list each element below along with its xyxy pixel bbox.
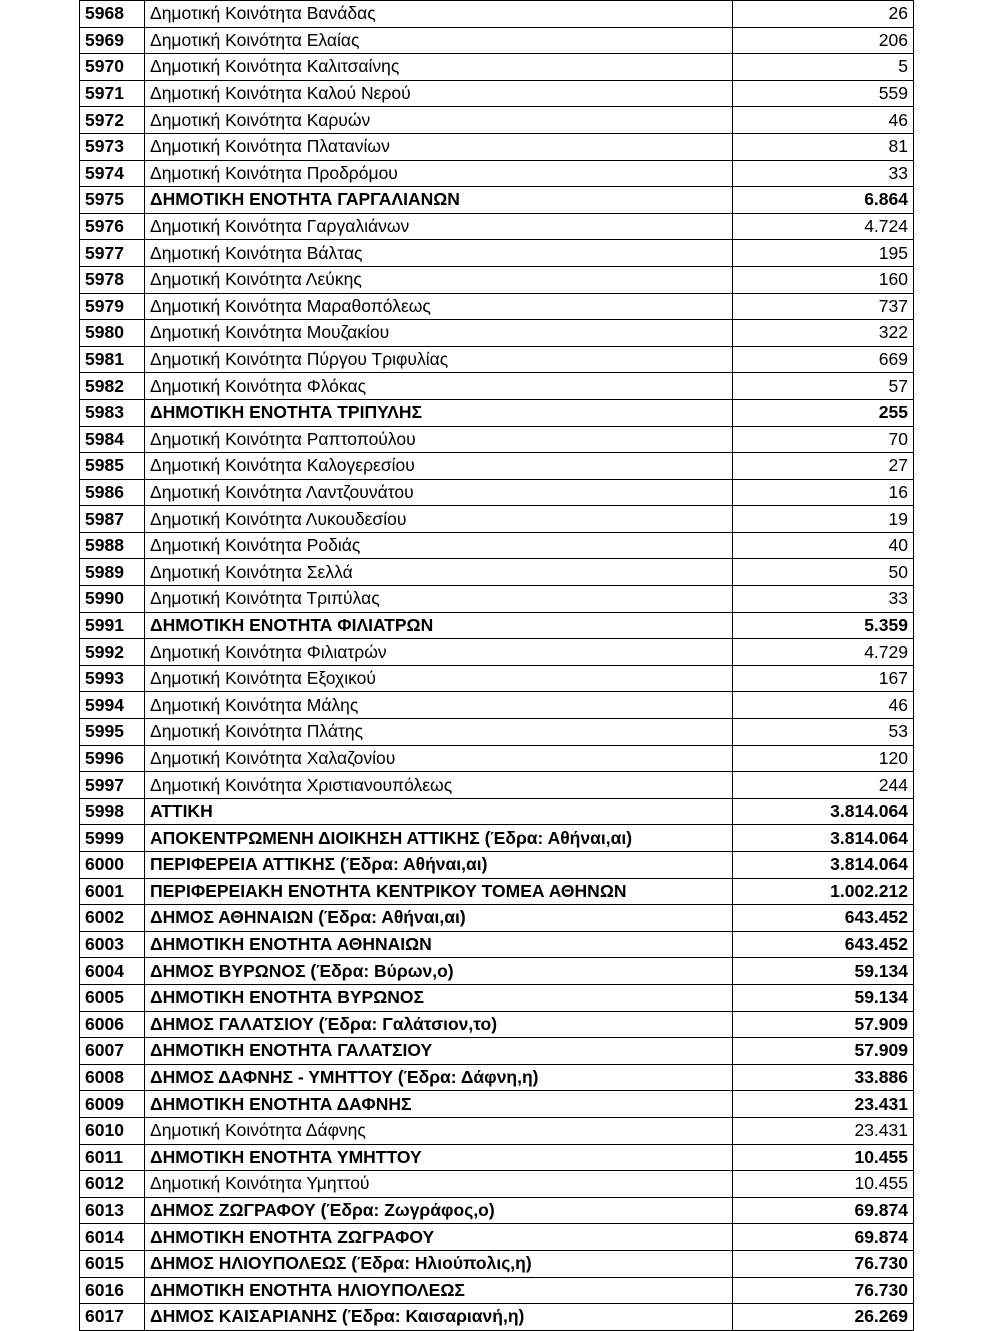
table-row	[80, 266, 914, 293]
row-name-cell: ΔΗΜΟΣ ΑΘΗΝΑΙΩΝ (Έδρα: Αθήναι,αι)	[145, 905, 733, 932]
table-row	[80, 532, 914, 559]
row-name-cell: Δημοτική Κοινότητα Τριπύλας	[145, 586, 733, 613]
row-code-cell: 5992	[80, 639, 145, 666]
table-row	[80, 80, 914, 107]
row-name-cell: ΔΗΜΟΤΙΚΗ ΕΝΟΤΗΤΑ ΗΛΙΟΥΠΟΛΕΩΣ	[145, 1277, 733, 1304]
table-row	[80, 984, 914, 1011]
row-population-cell: 57.909	[733, 1011, 914, 1038]
table-row	[80, 240, 914, 267]
row-code-cell: 5999	[80, 825, 145, 852]
row-code-cell: 6005	[80, 984, 145, 1011]
row-code-cell: 5974	[80, 160, 145, 187]
row-name-cell: ΠΕΡΙΦΕΡΕΙΑ ΑΤΤΙΚΗΣ (Έδρα: Αθήναι,αι)	[145, 852, 733, 879]
row-code-cell: 6014	[80, 1224, 145, 1251]
row-population-cell: 40	[733, 532, 914, 559]
row-name-cell: Δημοτική Κοινότητα Καλού Νερού	[145, 80, 733, 107]
row-population-cell: 160	[733, 266, 914, 293]
row-code-cell: 6011	[80, 1144, 145, 1171]
row-code-cell: 5971	[80, 80, 145, 107]
row-code-cell: 6000	[80, 852, 145, 879]
row-name-cell: ΑΤΤΙΚΗ	[145, 798, 733, 825]
row-code-cell: 5985	[80, 453, 145, 480]
row-population-cell: 81	[733, 133, 914, 160]
row-code-cell: 5987	[80, 506, 145, 533]
row-code-cell: 5991	[80, 612, 145, 639]
row-code-cell: 5981	[80, 346, 145, 373]
row-name-cell: Δημοτική Κοινότητα Ροδιάς	[145, 532, 733, 559]
row-name-cell: ΔΗΜΟΤΙΚΗ ΕΝΟΤΗΤΑ ΔΑΦΝΗΣ	[145, 1091, 733, 1118]
row-population-cell: 27	[733, 453, 914, 480]
row-code-cell: 5972	[80, 107, 145, 134]
row-population-cell: 737	[733, 293, 914, 320]
row-name-cell: Δημοτική Κοινότητα Σελλά	[145, 559, 733, 586]
row-name-cell: ΔΗΜΟΣ ΔΑΦΝΗΣ - ΥΜΗΤΤΟΥ (Έδρα: Δάφνη,η)	[145, 1064, 733, 1091]
row-population-cell: 5	[733, 54, 914, 81]
row-code-cell: 6009	[80, 1091, 145, 1118]
table-row	[80, 1, 914, 28]
row-code-cell: 6007	[80, 1038, 145, 1065]
table-row	[80, 160, 914, 187]
row-population-cell: 46	[733, 692, 914, 719]
row-name-cell: ΠΕΡΙΦΕΡΕΙΑΚΗ ΕΝΟΤΗΤΑ ΚΕΝΤΡΙΚΟΥ ΤΟΜΕΑ ΑΘΗΝΩΝ	[145, 878, 733, 905]
row-population-cell: 57.909	[733, 1038, 914, 1065]
row-code-cell: 6012	[80, 1171, 145, 1198]
row-name-cell: Δημοτική Κοινότητα Φλόκας	[145, 373, 733, 400]
row-name-cell: ΑΠΟΚΕΝΤΡΩΜΕΝΗ ΔΙΟΙΚΗΣΗ ΑΤΤΙΚΗΣ (Έδρα: Αθήναι,αι)	[145, 825, 733, 852]
row-name-cell: Δημοτική Κοινότητα Βανάδας	[145, 1, 733, 28]
row-population-cell: 5.359	[733, 612, 914, 639]
row-population-cell: 57	[733, 373, 914, 400]
row-population-cell: 10.455	[733, 1144, 914, 1171]
row-code-cell: 6006	[80, 1011, 145, 1038]
row-name-cell: ΔΗΜΟΤΙΚΗ ΕΝΟΤΗΤΑ ΒΥΡΩΝΟΣ	[145, 984, 733, 1011]
row-name-cell: Δημοτική Κοινότητα Γαργαλιάνων	[145, 213, 733, 240]
row-name-cell: ΔΗΜΟΣ ΒΥΡΩΝΟΣ (Έδρα: Βύρων,ο)	[145, 958, 733, 985]
row-code-cell: 5993	[80, 665, 145, 692]
row-population-cell: 3.814.064	[733, 852, 914, 879]
row-code-cell: 5970	[80, 54, 145, 81]
row-population-cell: 669	[733, 346, 914, 373]
row-code-cell: 5989	[80, 559, 145, 586]
row-population-cell: 19	[733, 506, 914, 533]
row-name-cell: Δημοτική Κοινότητα Καλιτσαίνης	[145, 54, 733, 81]
row-population-cell: 6.864	[733, 187, 914, 214]
table-row	[80, 745, 914, 772]
table-row	[80, 931, 914, 958]
table-row	[80, 586, 914, 613]
row-population-cell: 26.269	[733, 1304, 914, 1331]
row-name-cell: Δημοτική Κοινότητα Προδρόμου	[145, 160, 733, 187]
row-name-cell: Δημοτική Κοινότητα Ελαίας	[145, 27, 733, 54]
table-body	[80, 1, 914, 1331]
row-code-cell: 5986	[80, 479, 145, 506]
row-code-cell: 6002	[80, 905, 145, 932]
row-name-cell: Δημοτική Κοινότητα Φιλιατρών	[145, 639, 733, 666]
row-name-cell: Δημοτική Κοινότητα Πλάτης	[145, 719, 733, 746]
row-code-cell: 5994	[80, 692, 145, 719]
row-code-cell: 6013	[80, 1197, 145, 1224]
row-population-cell: 23.431	[733, 1117, 914, 1144]
row-population-cell: 46	[733, 107, 914, 134]
table-row	[80, 692, 914, 719]
table-row	[80, 772, 914, 799]
table-row	[80, 878, 914, 905]
table-row	[80, 1171, 914, 1198]
table-row	[80, 1250, 914, 1277]
row-population-cell: 322	[733, 320, 914, 347]
row-code-cell: 6015	[80, 1250, 145, 1277]
table-row	[80, 133, 914, 160]
row-name-cell: ΔΗΜΟΤΙΚΗ ΕΝΟΤΗΤΑ ΓΑΡΓΑΛΙΑΝΩΝ	[145, 187, 733, 214]
table-row	[80, 825, 914, 852]
table-row	[80, 1304, 914, 1331]
row-name-cell: ΔΗΜΟΤΙΚΗ ΕΝΟΤΗΤΑ ΦΙΛΙΑΤΡΩΝ	[145, 612, 733, 639]
row-code-cell: 6008	[80, 1064, 145, 1091]
table-row	[80, 1011, 914, 1038]
table-row	[80, 1277, 914, 1304]
table-row	[80, 107, 914, 134]
table-row	[80, 506, 914, 533]
row-code-cell: 5978	[80, 266, 145, 293]
row-population-cell: 23.431	[733, 1091, 914, 1118]
row-population-cell: 16	[733, 479, 914, 506]
row-code-cell: 6010	[80, 1117, 145, 1144]
row-code-cell: 5995	[80, 719, 145, 746]
row-name-cell: ΔΗΜΟΤΙΚΗ ΕΝΟΤΗΤΑ ΑΘΗΝΑΙΩΝ	[145, 931, 733, 958]
table-row	[80, 426, 914, 453]
row-code-cell: 5990	[80, 586, 145, 613]
table-row	[80, 213, 914, 240]
row-name-cell: Δημοτική Κοινότητα Μάλης	[145, 692, 733, 719]
row-name-cell: ΔΗΜΟΣ ΓΑΛΑΤΣΙΟΥ (Έδρα: Γαλάτσιον,το)	[145, 1011, 733, 1038]
row-population-cell: 120	[733, 745, 914, 772]
row-population-cell: 69.874	[733, 1197, 914, 1224]
table-row	[80, 559, 914, 586]
table-row	[80, 1197, 914, 1224]
row-code-cell: 6017	[80, 1304, 145, 1331]
row-population-cell: 559	[733, 80, 914, 107]
row-population-cell: 59.134	[733, 984, 914, 1011]
table-row	[80, 1224, 914, 1251]
row-population-cell: 643.452	[733, 905, 914, 932]
table-row	[80, 905, 914, 932]
table-row	[80, 639, 914, 666]
table-row	[80, 453, 914, 480]
table-row	[80, 1144, 914, 1171]
row-code-cell: 5975	[80, 187, 145, 214]
row-population-cell: 255	[733, 399, 914, 426]
row-code-cell: 5977	[80, 240, 145, 267]
row-population-cell: 10.455	[733, 1171, 914, 1198]
row-population-cell: 4.729	[733, 639, 914, 666]
table-row	[80, 399, 914, 426]
row-population-cell: 3.814.064	[733, 798, 914, 825]
row-population-cell: 1.002.212	[733, 878, 914, 905]
row-code-cell: 6016	[80, 1277, 145, 1304]
row-name-cell: ΔΗΜΟΣ ΗΛΙΟΥΠΟΛΕΩΣ (Έδρα: Ηλιούπολις,η)	[145, 1250, 733, 1277]
row-population-cell: 26	[733, 1, 914, 28]
row-name-cell: Δημοτική Κοινότητα Πλατανίων	[145, 133, 733, 160]
table-row	[80, 1091, 914, 1118]
row-population-cell: 59.134	[733, 958, 914, 985]
row-population-cell: 195	[733, 240, 914, 267]
row-population-cell: 167	[733, 665, 914, 692]
row-name-cell: Δημοτική Κοινότητα Χαλαζονίου	[145, 745, 733, 772]
row-name-cell: ΔΗΜΟΤΙΚΗ ΕΝΟΤΗΤΑ ΓΑΛΑΤΣΙΟΥ	[145, 1038, 733, 1065]
row-population-cell: 53	[733, 719, 914, 746]
row-name-cell: Δημοτική Κοινότητα Χριστιανουπόλεως	[145, 772, 733, 799]
row-name-cell: Δημοτική Κοινότητα Πύργου Τριφυλίας	[145, 346, 733, 373]
row-code-cell: 5976	[80, 213, 145, 240]
row-name-cell: Δημοτική Κοινότητα Ραπτοπούλου	[145, 426, 733, 453]
row-code-cell: 5997	[80, 772, 145, 799]
row-code-cell: 6003	[80, 931, 145, 958]
table-row	[80, 1064, 914, 1091]
row-population-cell: 70	[733, 426, 914, 453]
row-population-cell: 244	[733, 772, 914, 799]
table-row	[80, 1117, 914, 1144]
table-row	[80, 665, 914, 692]
row-population-cell: 76.730	[733, 1250, 914, 1277]
row-code-cell: 5980	[80, 320, 145, 347]
row-code-cell: 5996	[80, 745, 145, 772]
row-name-cell: ΔΗΜΟΣ ΚΑΙΣΑΡΙΑΝΗΣ (Έδρα: Καισαριανή,η)	[145, 1304, 733, 1331]
table-row	[80, 27, 914, 54]
row-population-cell: 33	[733, 160, 914, 187]
row-code-cell: 6004	[80, 958, 145, 985]
population-table	[79, 0, 914, 1331]
row-code-cell: 5982	[80, 373, 145, 400]
row-name-cell: ΔΗΜΟΤΙΚΗ ΕΝΟΤΗΤΑ ΤΡΙΠΥΛΗΣ	[145, 399, 733, 426]
table-row	[80, 320, 914, 347]
table-row	[80, 798, 914, 825]
table-row	[80, 612, 914, 639]
row-population-cell: 50	[733, 559, 914, 586]
row-name-cell: Δημοτική Κοινότητα Μουζακίου	[145, 320, 733, 347]
row-population-cell: 33.886	[733, 1064, 914, 1091]
row-name-cell: ΔΗΜΟΤΙΚΗ ΕΝΟΤΗΤΑ ΖΩΓΡΑΦΟΥ	[145, 1224, 733, 1251]
row-name-cell: Δημοτική Κοινότητα Υμηττού	[145, 1171, 733, 1198]
table-row	[80, 187, 914, 214]
row-population-cell: 206	[733, 27, 914, 54]
row-code-cell: 5979	[80, 293, 145, 320]
row-code-cell: 5988	[80, 532, 145, 559]
row-name-cell: Δημοτική Κοινότητα Λυκουδεσίου	[145, 506, 733, 533]
table-row	[80, 293, 914, 320]
row-code-cell: 5984	[80, 426, 145, 453]
row-name-cell: Δημοτική Κοινότητα Λεύκης	[145, 266, 733, 293]
row-name-cell: Δημοτική Κοινότητα Καλογερεσίου	[145, 453, 733, 480]
row-population-cell: 3.814.064	[733, 825, 914, 852]
row-code-cell: 5973	[80, 133, 145, 160]
row-code-cell: 6001	[80, 878, 145, 905]
row-name-cell: Δημοτική Κοινότητα Λαντζουνάτου	[145, 479, 733, 506]
row-code-cell: 5998	[80, 798, 145, 825]
row-population-cell: 76.730	[733, 1277, 914, 1304]
table-row	[80, 719, 914, 746]
row-name-cell: Δημοτική Κοινότητα Εξοχικού	[145, 665, 733, 692]
table-row	[80, 1038, 914, 1065]
row-population-cell: 69.874	[733, 1224, 914, 1251]
row-population-cell: 4.724	[733, 213, 914, 240]
table-row	[80, 54, 914, 81]
population-table-page	[79, 0, 913, 1331]
row-population-cell: 643.452	[733, 931, 914, 958]
row-name-cell: Δημοτική Κοινότητα Καρυών	[145, 107, 733, 134]
row-name-cell: Δημοτική Κοινότητα Βάλτας	[145, 240, 733, 267]
row-name-cell: Δημοτική Κοινότητα Δάφνης	[145, 1117, 733, 1144]
row-population-cell: 33	[733, 586, 914, 613]
row-code-cell: 5983	[80, 399, 145, 426]
row-name-cell: Δημοτική Κοινότητα Μαραθοπόλεως	[145, 293, 733, 320]
table-row	[80, 852, 914, 879]
table-row	[80, 958, 914, 985]
table-row	[80, 479, 914, 506]
row-name-cell: ΔΗΜΟΣ ΖΩΓΡΑΦΟΥ (Έδρα: Ζωγράφος,ο)	[145, 1197, 733, 1224]
row-name-cell: ΔΗΜΟΤΙΚΗ ΕΝΟΤΗΤΑ ΥΜΗΤΤΟΥ	[145, 1144, 733, 1171]
row-code-cell: 5969	[80, 27, 145, 54]
table-row	[80, 373, 914, 400]
table-row	[80, 346, 914, 373]
row-code-cell: 5968	[80, 1, 145, 28]
